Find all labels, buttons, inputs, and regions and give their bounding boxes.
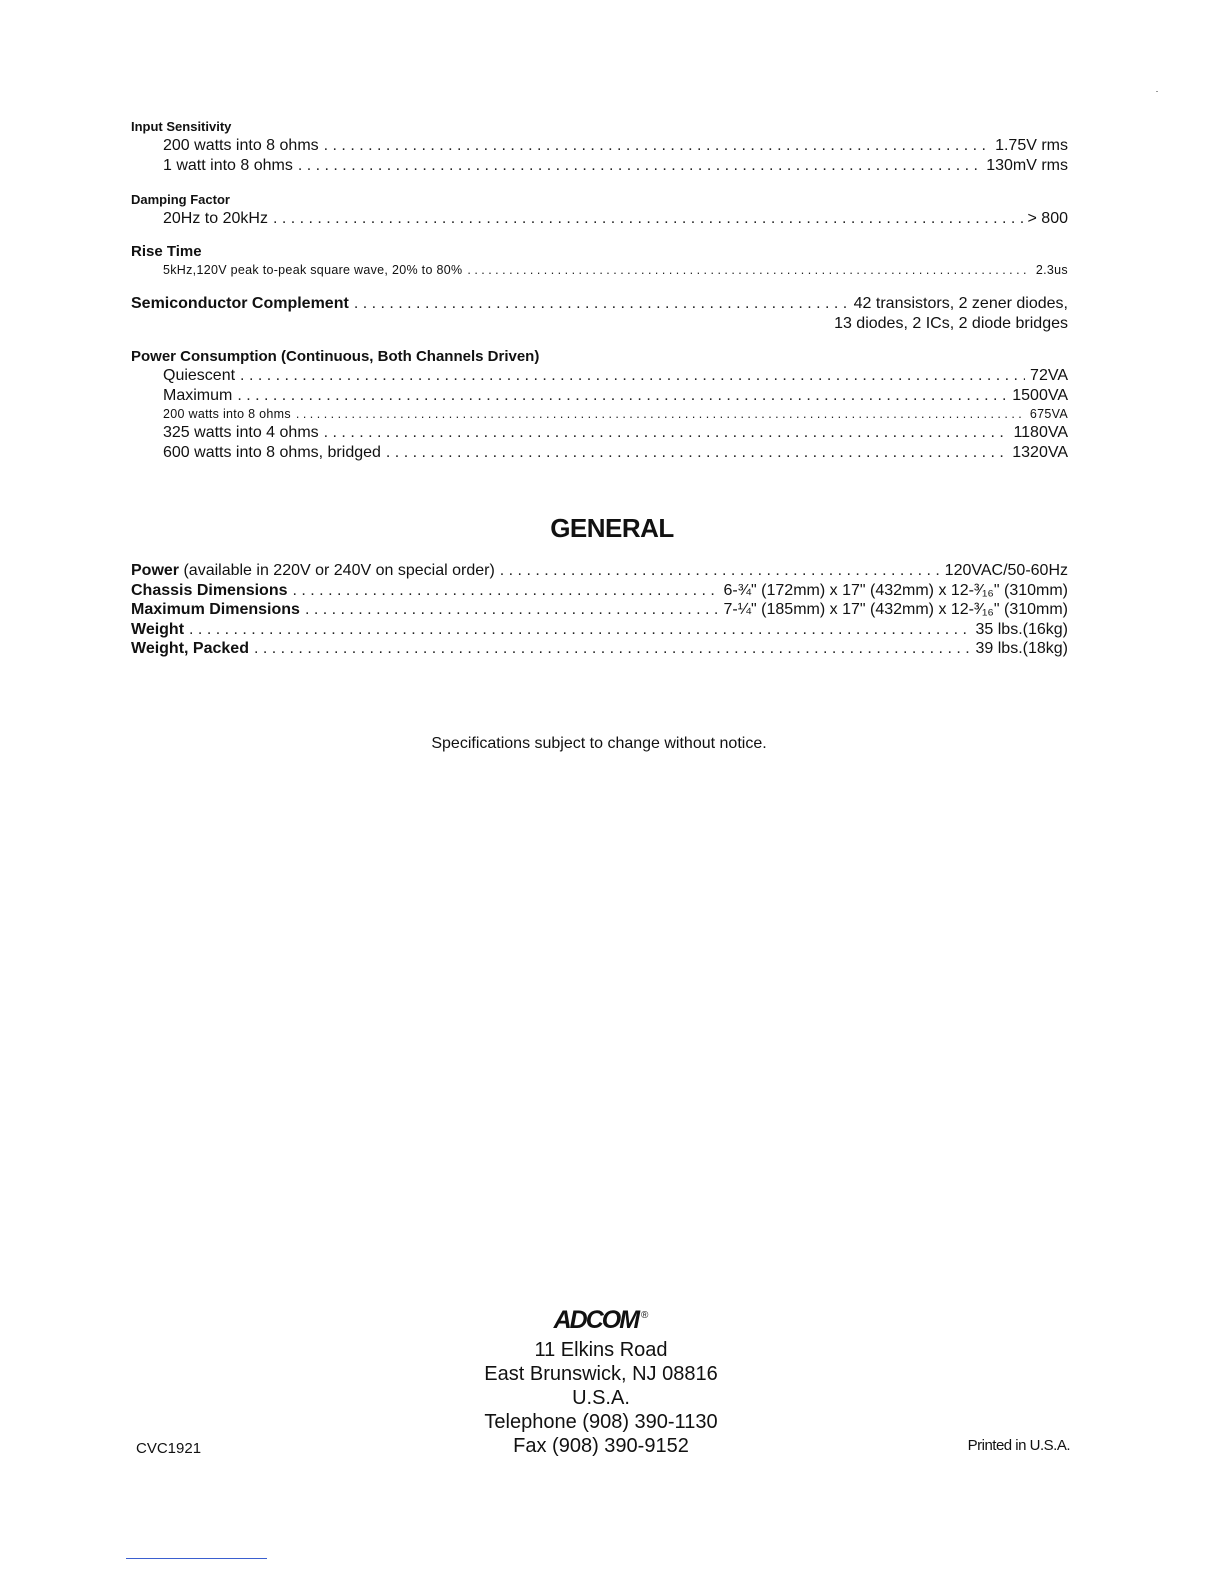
damping-factor-section (131, 190, 1068, 229)
spec-value: 7-¼" (185mm) x 17" (432mm) x 12-³⁄₁₆" (310mm) (723, 601, 1068, 618)
spec-value: > 800 (1027, 210, 1068, 227)
printed-in: Printed in U.S.A. (967, 1437, 1070, 1454)
spec-row (131, 639, 1068, 659)
scan-speck (1156, 91, 1158, 92)
semiconductor-section (131, 294, 1068, 333)
spec-row (131, 561, 1068, 581)
rise-time-section (131, 242, 1068, 279)
general-heading: GENERAL (550, 513, 674, 543)
dot-leader (324, 136, 990, 156)
registered-mark: ® (641, 1310, 649, 1321)
spec-value: 2.3us (1035, 263, 1068, 277)
spec-value: 130mV rms (986, 156, 1068, 174)
spec-row (131, 386, 1068, 406)
spec-value: 120VAC/50-60Hz (944, 562, 1068, 579)
spec-label: 200 watts into 8 ohms (163, 407, 291, 421)
dot-leader (386, 443, 1007, 463)
dot-leader (467, 261, 1031, 279)
spec-value: 72VA (1030, 367, 1068, 384)
input-sensitivity-heading: Input Sensitivity (131, 119, 232, 134)
address-street: 11 Elkins Road (534, 1339, 668, 1361)
maximum-dimensions-label: Maximum Dimensions (131, 601, 300, 618)
dot-leader (273, 209, 1023, 229)
telephone: Telephone (908) 390-1130 (484, 1411, 718, 1433)
dot-leader (296, 405, 1025, 423)
spec-value: 1320VA (1012, 443, 1068, 461)
spec-row (131, 405, 1068, 423)
spec-row (131, 156, 1068, 176)
semiconductor-label: Semiconductor Complement (131, 295, 349, 312)
spec-row (131, 261, 1068, 279)
spec-value: 1500VA (1012, 386, 1068, 404)
spec-row (131, 443, 1068, 463)
spec-label: 1 watt into 8 ohms (163, 156, 293, 174)
weight-label: Weight (131, 620, 185, 638)
specifications-notice: Specifications subject to change without notice. (431, 735, 767, 752)
dot-leader (237, 386, 1007, 406)
dot-leader (254, 639, 971, 659)
spec-value: 39 lbs.(18kg) (975, 640, 1068, 657)
fax: Fax (908) 390-9152 (513, 1435, 689, 1457)
spec-row (131, 209, 1068, 229)
spec-value: 42 transistors, 2 zener diodes, (853, 295, 1068, 312)
footer-rule (126, 1558, 267, 1559)
spec-row (131, 423, 1068, 443)
spec-value: 675VA (1029, 407, 1068, 421)
spec-label: Quiescent (163, 367, 236, 384)
spec-row (131, 366, 1068, 386)
rise-time-heading: Rise Time (131, 243, 202, 260)
dot-leader (500, 561, 940, 581)
dot-leader (293, 581, 719, 601)
spec-value: 1.75V rms (995, 137, 1068, 154)
address-country: U.S.A. (572, 1387, 630, 1409)
spec-row (131, 136, 1068, 156)
dot-leader (324, 423, 1009, 443)
document-code: CVC1921 (136, 1440, 202, 1457)
spec-label: 20Hz to 20kHz (163, 210, 268, 227)
input-sensitivity-section (131, 117, 1068, 175)
power-consumption-section (131, 347, 1068, 462)
power-label: Power (131, 562, 180, 579)
brand-name: ADCOM (553, 1306, 639, 1334)
spec-label: 600 watts into 8 ohms, bridged (163, 443, 381, 461)
spec-row (131, 581, 1068, 601)
dot-leader (298, 156, 981, 176)
dot-leader (189, 620, 970, 640)
spec-row (131, 600, 1068, 620)
damping-factor-heading: Damping Factor (131, 192, 230, 207)
weight-packed-label: Weight, Packed (131, 640, 249, 657)
address-city: East Brunswick, NJ 08816 (484, 1363, 718, 1385)
power-note: (available in 220V or 240V on special order) (183, 562, 495, 579)
dot-leader (305, 600, 719, 620)
power-consumption-heading: Power Consumption (Continuous, Both Channels Driven) (131, 348, 540, 365)
spec-label: 200 watts into 8 ohms (163, 137, 319, 154)
spec-label: 5kHz,120V peak to-peak square wave, 20% to 80% (163, 263, 463, 277)
spec-value: 35 lbs.(16kg) (975, 620, 1068, 638)
spec-value: 6-¾" (172mm) x 17" (432mm) x 12-³⁄₁₆" (310mm) (723, 581, 1068, 599)
dot-leader (240, 366, 1025, 386)
spec-label: 325 watts into 4 ohms (163, 424, 319, 441)
adcom-logo (0, 1306, 1202, 1335)
spec-value: 1180VA (1013, 424, 1068, 441)
general-section (131, 561, 1068, 659)
chassis-label: Chassis Dimensions (131, 581, 288, 599)
spec-label: Maximum (163, 386, 233, 404)
spec-row (131, 294, 1068, 314)
spec-row (131, 620, 1068, 640)
dot-leader (354, 294, 849, 314)
spec-value-continuation: 13 diodes, 2 ICs, 2 diode bridges (834, 314, 1068, 332)
